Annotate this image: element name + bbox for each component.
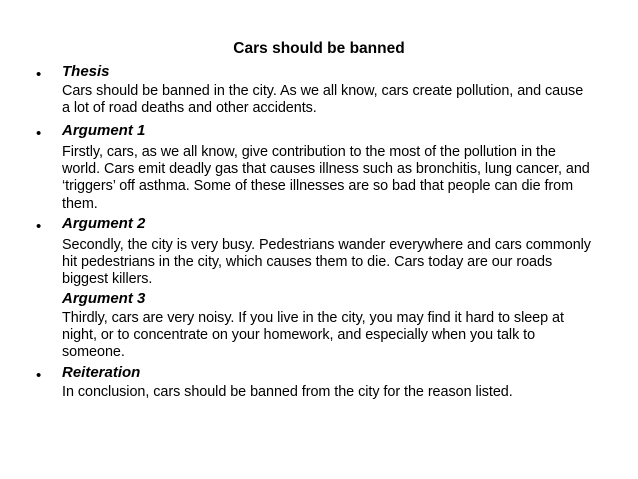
section-heading: Argument 2: [62, 215, 146, 232]
section-body: In conclusion, cars should be banned from the city for the reason listed.: [62, 384, 513, 400]
section-heading: Reiteration: [62, 364, 141, 381]
section-body: Secondly, the city is very busy. Pedestrians wander everywhere and cars commonly hit pedestrians in the city, which causes them to die. Cars today are our roads biggest killers.: [62, 237, 591, 288]
section-heading: Argument 3: [62, 290, 146, 307]
section-body: Thirdly, cars are very noisy. If you live in the city, you may find it hard to sleep at night, or to concentrate on your homework, and especially when you talk to someone.: [62, 310, 564, 361]
bullet-icon: •: [36, 218, 42, 235]
bullet-icon: •: [36, 125, 42, 142]
bullet-icon: •: [36, 367, 42, 384]
section-body: Firstly, cars, as we all know, give contribution to the most of the pollution in the world. Cars emit deadly gas that causes illness such as bronchitis, lung cancer, and ‘triggers’ off asthma. Some of these illnesses are so bad that people can die from them.: [62, 144, 590, 212]
slide-title: Cars should be banned: [233, 40, 405, 57]
section-heading: Thesis: [62, 63, 110, 80]
section-body: Cars should be banned in the city. As we all know, cars create pollution, and cause a lot of road deaths and other accidents.: [62, 83, 584, 117]
bullet-icon: •: [36, 66, 42, 83]
section-heading: Argument 1: [62, 122, 146, 139]
